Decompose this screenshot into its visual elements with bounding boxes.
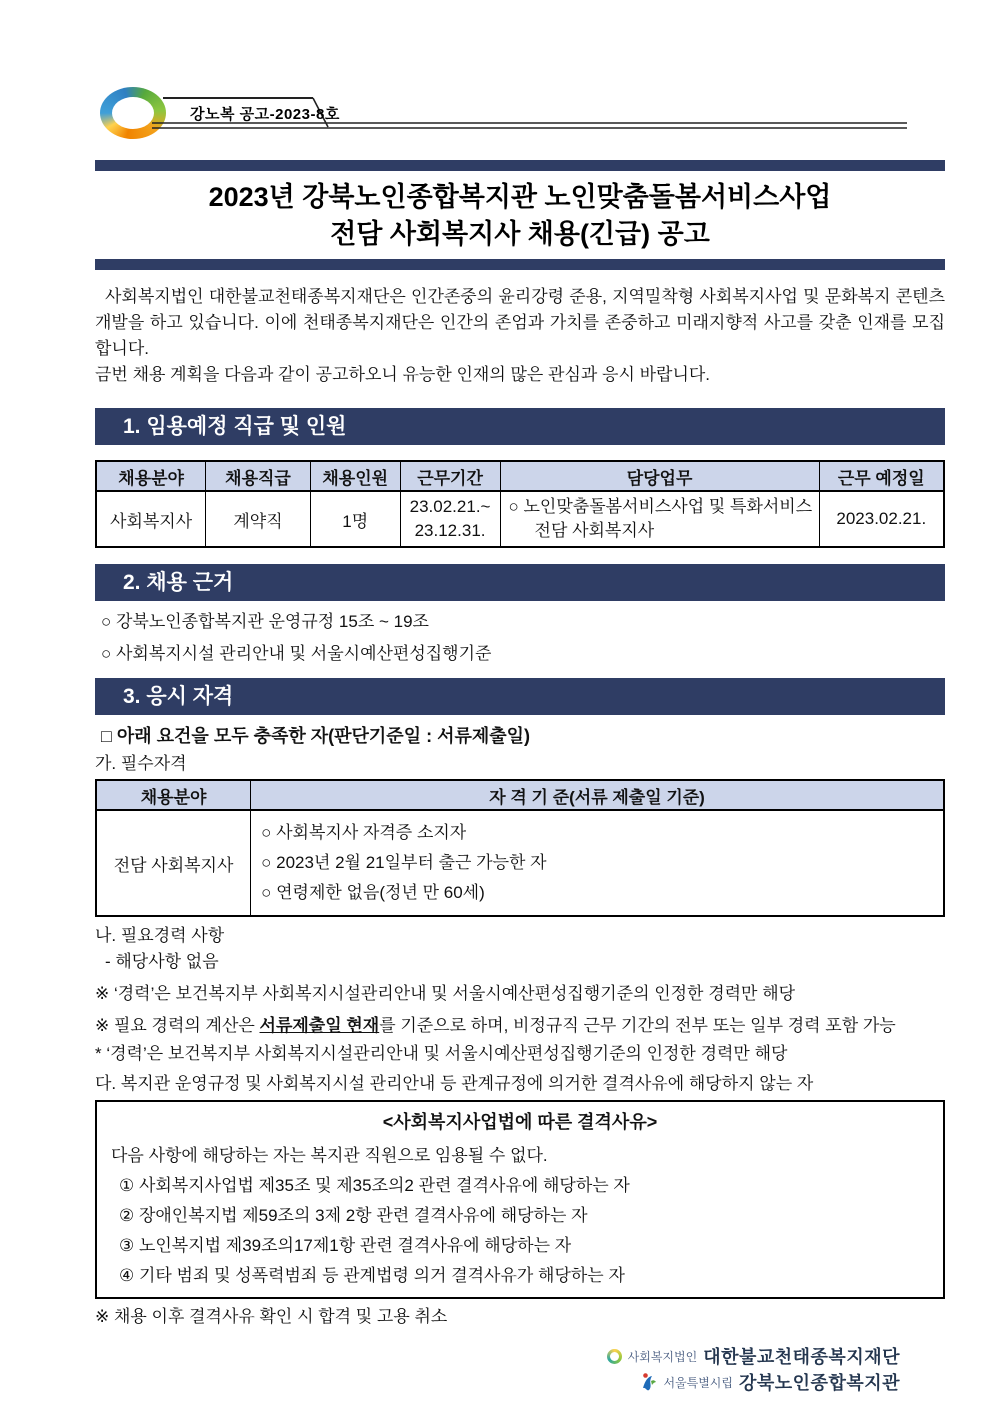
page-title bbox=[95, 171, 945, 259]
career-note-2-prefix: ※ 필요 경력의 계산은 bbox=[95, 1016, 260, 1035]
section2-header: 2. 채용 근거 bbox=[95, 564, 945, 601]
intro-paragraph-2: 금번 채용 계획을 다음과 같이 공고하오니 유능한 인재의 많은 관심과 응시 바랍니다. bbox=[95, 365, 711, 384]
cell-count: 1명 bbox=[310, 491, 400, 547]
disqualification-box-intro: 다음 사항에 해당하는 자는 복지관 직원으로 임용될 수 없다. bbox=[111, 1146, 548, 1165]
disqualification-item: ④ 기타 범죄 및 성폭력범죄 등 관계법령 의거 결격사유가 해당하는 자 bbox=[119, 1266, 625, 1285]
cell-duty bbox=[500, 491, 819, 547]
qualification-table-row bbox=[96, 810, 944, 916]
footer-org1-name: 대한불교천태종복지재단 bbox=[703, 1347, 900, 1367]
career-note-1: ※ ‘경력’은 보건복지부 사회복지시설관리안내 및 서울시예산편성집행기준의 인정한 경력만 해당 bbox=[95, 984, 796, 1003]
career-note-2-emphasis: 서류제출일 현재 bbox=[259, 1016, 380, 1035]
seoul-city-person-icon bbox=[641, 1372, 657, 1392]
subsection-a-heading: 가. 필수자격 bbox=[95, 754, 187, 773]
footer-org2-name: 강북노인종합복지관 bbox=[739, 1373, 900, 1393]
col-qual-field: 채용분야 bbox=[96, 780, 251, 810]
qualification-table-header-row bbox=[96, 780, 944, 810]
intro-paragraph-1: 사회복지법인 대한불교천태종복지재단은 인간존중의 윤리강령 준용, 지역밀착형 사회복지사업 및 문화복지 콘텐츠 개발을 하고 있습니다. 이에 천태종복지재단은 인간의 존엄과 가치를 존중하고 미래지향적 사고를 갖춘 인재를 모집합니다. bbox=[95, 287, 945, 358]
disqualification-item: ② 장애인복지법 제59조의 3제 2항 관련 결격사유에 해당하는 자 bbox=[119, 1206, 588, 1225]
career-note-3: * ‘경력’은 보건복지부 사회복지시설관리안내 및 서울시예산편성집행기준의 인정한 경력만 해당 bbox=[95, 1044, 788, 1063]
foundation-ring-icon bbox=[607, 1349, 622, 1364]
qualification-table bbox=[95, 779, 945, 917]
footer-organizations bbox=[95, 1343, 945, 1395]
cell-period bbox=[400, 491, 500, 547]
col-duty: 담당업무 bbox=[500, 461, 819, 491]
career-note-2-suffix: 를 기준으로 하며, 비정규직 근무 기간의 전부 또는 일부 경력 포함 가능 bbox=[379, 1016, 896, 1035]
doc-number: 강노복 공고-2023-8호 bbox=[190, 106, 340, 123]
col-field: 채용분야 bbox=[96, 461, 206, 491]
cancellation-note: ※ 채용 이후 결격사유 확인 시 합격 및 고용 취소 bbox=[95, 1307, 448, 1326]
section2-items bbox=[95, 606, 945, 670]
duty-line2: 전담 사회복지사 bbox=[534, 521, 655, 540]
footer-org2 bbox=[641, 1369, 900, 1395]
document-page bbox=[95, 0, 945, 1395]
cell-field: 사회복지사 bbox=[96, 491, 206, 547]
col-count: 채용인원 bbox=[310, 461, 400, 491]
footer-org2-type: 서울특별시립 bbox=[663, 1375, 733, 1390]
cell-qual-field: 전담 사회복지사 bbox=[96, 810, 251, 916]
section2-item: ○ 사회복지시설 관리안내 및 서울시예산편성집행기준 bbox=[101, 644, 492, 663]
col-qual-criteria: 자 격 기 준(서류 제출일 기준) bbox=[251, 780, 944, 810]
position-table bbox=[95, 460, 945, 548]
position-table-row bbox=[96, 491, 944, 547]
cell-grade: 계약직 bbox=[206, 491, 311, 547]
section1-header: 1. 임용예정 직급 및 인원 bbox=[95, 408, 945, 445]
requirement-line: □ 아래 요건을 모두 충족한 자(판단기준일 : 서류제출일) bbox=[101, 726, 531, 746]
criteria-line: ○ 연령제한 없음(정년 만 60세) bbox=[261, 883, 485, 902]
col-grade: 채용직급 bbox=[206, 461, 311, 491]
career-note-2 bbox=[95, 1013, 945, 1038]
duty-line1: ○ 노인맞춤돌봄서비스사업 및 특화서비스 bbox=[508, 497, 813, 516]
footer-org1-type: 사회복지법인 bbox=[627, 1349, 698, 1364]
page-title-line1: 2023년 강북노인종합복지관 노인맞춤돌봄서비스사업 bbox=[208, 182, 832, 212]
col-period: 근무기간 bbox=[400, 461, 500, 491]
intro-paragraphs bbox=[95, 284, 945, 388]
disqualification-item: ③ 노인복지법 제39조의17제1항 관련 결격사유에 해당하는 자 bbox=[119, 1236, 572, 1255]
subsection-b-heading: 나. 필요경력 사항 bbox=[95, 926, 225, 945]
title-bottom-rule bbox=[95, 259, 945, 270]
position-table-header-row bbox=[96, 461, 944, 491]
disqualification-item: ① 사회복지사업법 제35조 및 제35조의2 관련 결격사유에 해당하는 자 bbox=[119, 1176, 630, 1195]
disqualification-box-title: <사회복지사업법에 따른 결격사유> bbox=[382, 1112, 658, 1132]
document-banner bbox=[95, 0, 945, 150]
disqualification-box bbox=[95, 1100, 945, 1299]
subsection-b-item: - 해당사항 없음 bbox=[105, 952, 219, 971]
title-top-rule bbox=[95, 160, 945, 171]
period-line1: 23.02.21.~ bbox=[409, 497, 491, 516]
col-start-date: 근무 예정일 bbox=[819, 461, 944, 491]
cell-qual-criteria bbox=[251, 810, 944, 916]
cell-start-date: 2023.02.21. bbox=[819, 491, 944, 547]
section2-item: ○ 강북노인종합복지관 운영규정 15조 ~ 19조 bbox=[101, 612, 429, 631]
criteria-line: ○ 사회복지사 자격증 소지자 bbox=[261, 823, 467, 842]
section3-header: 3. 응시 자격 bbox=[95, 678, 945, 715]
footer-org1 bbox=[607, 1343, 900, 1369]
page-title-line2: 전담 사회복지사 채용(긴급) 공고 bbox=[330, 219, 710, 249]
subsection-c-heading: 다. 복지관 운영규정 및 사회복지시설 관리안내 등 관계규정에 의거한 결격사유에 해당하지 않는 자 bbox=[95, 1074, 814, 1093]
criteria-line: ○ 2023년 2월 21일부터 출근 가능한 자 bbox=[261, 853, 547, 872]
period-line2: 23.12.31. bbox=[414, 521, 486, 540]
